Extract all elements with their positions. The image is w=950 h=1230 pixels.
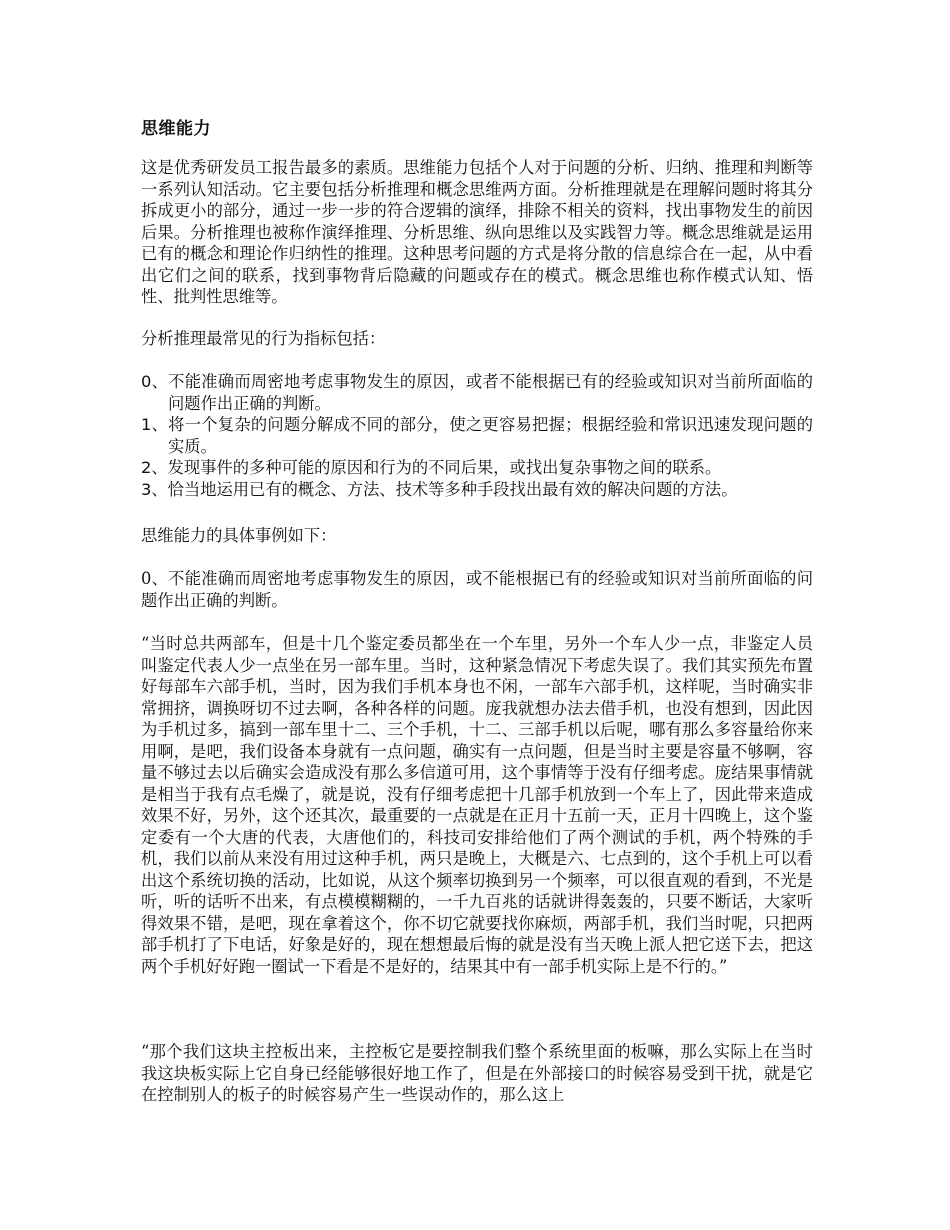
quote-paragraph-1: “当时总共两部车，但是十几个鉴定委员都坐在一个车里，另外一个车人少一点，非鉴定人员叫鉴定代表人少一点坐在另一部车里。当时，这种紧急情况下考虑失误了。我们其实预先布置好每部车六部手机，当时，因为我们手机本身也不闲，一部车六部手机，这样呢，当时确实非常拥挤，调换呀切不过去啊，各种各样的问题。庞我就想办法去借手机，也没有想到，因此因为手机过多，搞到一部车里十二、三个手机，十二、三部手机以后呢，哪有那么多容量给你来用啊，是吧，我们设备本身就有一点问题，确实有一点问题，但是当时主要是容量不够啊，容量不够过去以后确实会造成没有那么多信道可用，这个事情等于没有仔细考虑。庞结果事情就是相当于我有点毛燥了，就是说，没有仔细考虑把十几部手机放到一个车上了，因此带来造成效果不好，另外，这个还其次，最重要的一点就是在正月十五前一天，正月十四晚上，这个鉴定委有一个大唐的代表，大唐他们的，科技司安排给他们了两个测试的手机，两个特殊的手机，我们以前从来没有用过这种手机，两只是晚上，大概是六、七点到的，这个手机上可以看出这个系统切换的活动，比如说，从这个频率切换到另一个频率，可以很直观的看到，不光是听，听的话听不出来，有点模模糊糊的，一千九百兆的话就讲得轰轰的，只要不断话，大家听得效果不错，是吧，现在拿着这个，你不切它就要找你麻烦，两部手机，我们当时呢，只把两部手机打了下电话，好象是好的，现在想想最后悔的就是没有当天晚上派人把它送下去，把这两个手机好好跑一圈试一下看是不是好的，结果其中有一部手机实际上是不行的。” <box>141 634 813 976</box>
indicators-heading: 分析推理最常见的行为指标包括： <box>141 329 386 348</box>
indicator-list <box>141 371 813 500</box>
list-item: 3、恰当地运用已有的概念、方法、技术等多种手段找出最有效的解决问题的方法。 <box>141 479 738 499</box>
example-0-paragraph: 0、不能准确而周密地考虑事物发生的原因，或不能根据已有的经验或知识对当前所面临的问题作出正确的判断。 <box>141 569 813 610</box>
list-item: 0、不能准确而周密地考虑事物发生的原因，或者不能根据已有的经验或知识对当前所面临的问题作出正确的判断。 <box>141 372 813 413</box>
list-item: 2、发现事件的多种可能的原因和行为的不同后果，或找出复杂事物之间的联系。 <box>141 458 722 477</box>
page-title: 思维能力 <box>141 119 211 139</box>
list-item: 1、将一个复杂的问题分解成不同的部分，使之更容易把握；根据经验和常识迅速发现问题的实质。 <box>141 415 813 456</box>
intro-paragraph: 这是优秀研发员工报告最多的素质。思维能力包括个人对于问题的分析、归纳、推理和判断等一系列认知活动。它主要包括分析推理和概念思维两方面。分析推理就是在理解问题时将其分拆成更小的部分，通过一步一步的符合逻辑的演绎，排除不相关的资料，找出事物发生的前因后果。分析推理也被称作演绎推理、分析思维、纵向思维以及实践智力等。概念思维就是运用已有的概念和理论作归纳性的推理。这种思考问题的方式是将分散的信息综合在一起，从中看出它们之间的联系，找到事物背后隐藏的问题或存在的模式。概念思维也称作模式认知、悟性、批判性思维等。 <box>141 158 813 306</box>
examples-heading: 思维能力的具体事例如下： <box>141 526 337 545</box>
quote-paragraph-2: “那个我们这块主控板出来，主控板它是要控制我们整个系统里面的板嘛，那么实际上在当时我这块板实际上它自身已经能够很好地工作了，但是在外部接口的时候容易受到干扰，就是它在控制别人的板子的时候容易产生一些误动作的，那么这上 <box>141 1042 813 1104</box>
